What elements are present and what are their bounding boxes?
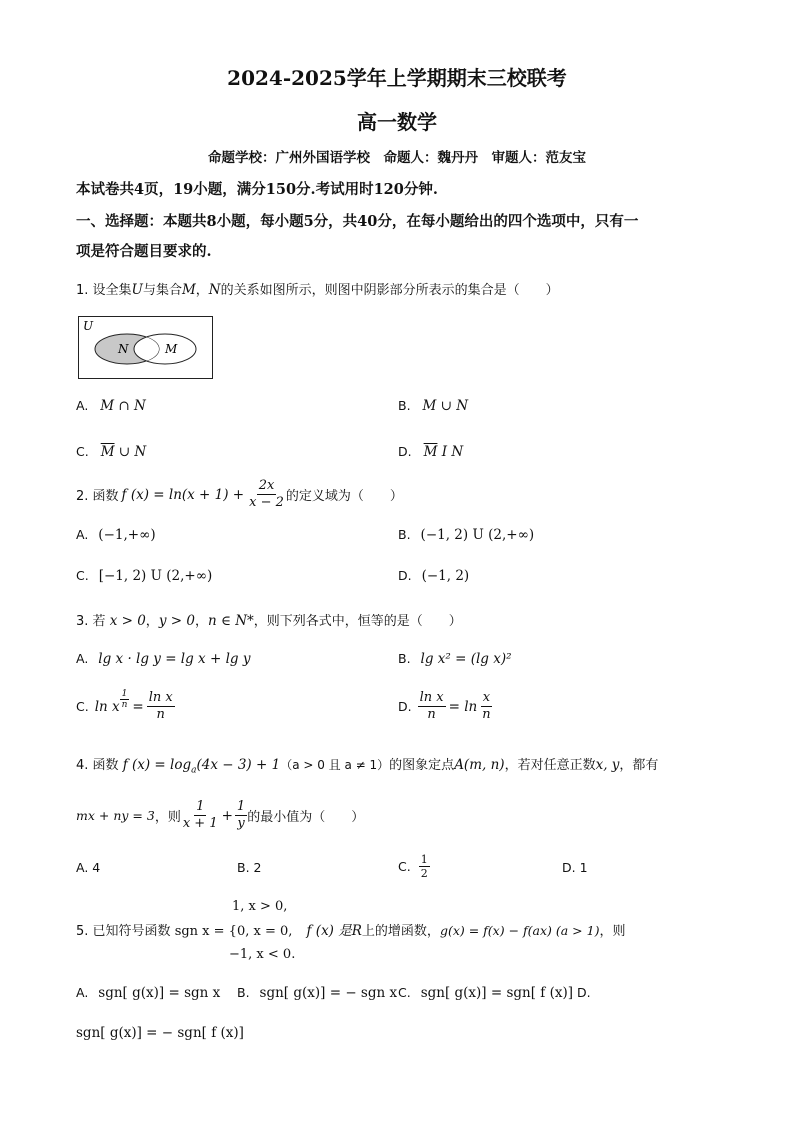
q4-fraction-2 — [235, 799, 247, 832]
frac-num: x — [482, 690, 491, 705]
exam-title: 2024-2025学年上学期期末三校联考 — [227, 66, 567, 90]
q5-option-B[interactable] — [237, 985, 397, 1001]
q4-option-B[interactable]: B. 2 — [237, 860, 262, 875]
option-label: A. — [76, 985, 89, 1000]
section-heading-line2: 项是符合题目要求的. — [76, 243, 212, 260]
option-expr: (−1,+∞) — [98, 527, 156, 543]
q1-option-D[interactable] — [398, 444, 463, 460]
frac-den: n — [427, 707, 436, 722]
q3-fraction — [147, 690, 175, 723]
q1-stem-part: ， — [195, 283, 209, 298]
option-expr: = ln — [448, 698, 478, 715]
option-expr: ln x — [94, 698, 120, 715]
option-label: A. — [76, 651, 89, 666]
q5-sgn-case-1: 1, x > 0, — [232, 899, 288, 914]
frac-den: n — [156, 707, 165, 722]
q5-option-C[interactable] — [398, 985, 591, 1001]
q5-option-A[interactable] — [76, 985, 220, 1001]
q4-stem-part: 的最小值为（ ） — [247, 810, 365, 825]
q4-option-C[interactable] — [398, 853, 430, 880]
frac-den: n — [121, 700, 128, 710]
venn-label-M: M — [165, 342, 178, 356]
q2-option-C[interactable] — [76, 568, 212, 584]
q3-option-B[interactable] — [398, 651, 512, 667]
q5-option-D[interactable] — [76, 1025, 244, 1041]
q3-stem-part: ，则下列各式中，恒等的是（ ） — [253, 614, 462, 629]
exam-note: 本试卷共4页，19小题，满分150分.考试用时120分钟. — [76, 181, 438, 198]
question-5-stem — [76, 919, 625, 940]
option-label: C. — [398, 859, 411, 874]
option-expr: = — [132, 698, 144, 715]
q4-log-base: a — [191, 765, 197, 776]
q3-condition: x > 0 — [109, 613, 146, 629]
q3-condition: n ∈ N* — [207, 613, 254, 629]
option-expr: sgn[ g(x)] = sgn[ f (x)] — [420, 985, 573, 1001]
q5-stem-part: ，则 — [599, 924, 626, 939]
q2-stem-part: 的定义域为（ ） — [285, 489, 403, 504]
frac-num: 1 — [196, 799, 205, 814]
q3-stem-part: 3. 若 — [76, 614, 106, 629]
q2-stem-part: 2. 函数 — [76, 489, 119, 504]
q4-expr: f (x) = log — [122, 757, 192, 773]
section-heading-line1: 一、选择题：本题共8小题，每小题5分，共40分，在每小题给出的四个选项中，只有一 — [76, 213, 639, 230]
q5-var-R: R — [351, 923, 362, 939]
frac-num: ln x — [148, 690, 173, 705]
q4-stem-part: ，则 — [154, 810, 181, 825]
frac-num: 1 — [121, 689, 128, 699]
q2-option-A[interactable] — [76, 527, 156, 543]
q3-option-C[interactable] — [76, 690, 175, 723]
option-expr: lg x · lg y = lg x + lg y — [98, 651, 251, 667]
q3-option-D[interactable] — [398, 690, 493, 723]
q4-expr: + — [221, 807, 233, 824]
option-label: A. — [76, 527, 89, 542]
q3-fraction — [418, 690, 446, 723]
q3-stem-part: ， — [194, 614, 208, 629]
q2-expr: f (x) = ln(x + 1) + — [121, 486, 245, 503]
venn-label-N: N — [118, 342, 129, 356]
option-label: B. — [237, 985, 250, 1000]
q2-option-B[interactable] — [398, 527, 534, 543]
q5-sgn-case-3: −1, x < 0. — [229, 947, 296, 962]
option-expr: I N — [437, 444, 464, 460]
option-label: C. — [76, 444, 89, 459]
option-label: D. — [398, 568, 412, 583]
venn-diagram — [78, 316, 214, 380]
option-label: C. — [76, 568, 89, 583]
q5-stem-part: 上的增函数， — [361, 924, 440, 939]
option-label: A. — [76, 398, 89, 413]
q4-expr: mx + ny = 3 — [76, 808, 155, 823]
q4-point: A(m, n) — [454, 757, 505, 773]
option-expr: lg x² = (lg x)² — [420, 651, 512, 667]
q2-fraction — [247, 478, 286, 511]
question-1-stem — [76, 279, 559, 298]
frac-num: 2x — [258, 478, 275, 493]
q4-fraction-1 — [181, 799, 220, 832]
q1-option-A[interactable] — [76, 398, 146, 414]
option-expr: [−1, 2) U (2,+∞) — [98, 568, 213, 584]
author-info: 命题学校：广州外国语学校 命题人：魏丹丹 审题人：范友宝 — [208, 150, 586, 166]
q1-var-M: M — [181, 282, 196, 298]
q2-option-D[interactable] — [398, 568, 469, 584]
subject-title: 高一数学 — [357, 110, 437, 134]
option-label: D. — [398, 699, 412, 714]
q1-option-C[interactable] — [76, 444, 146, 460]
q4-vars: x, y — [595, 757, 620, 773]
option-complement: $\overline{M}$ — [100, 444, 115, 460]
q4-option-D[interactable]: D. 1 — [562, 860, 588, 875]
option-label: C. — [76, 699, 89, 714]
q4-stem-part: 4. 函数 — [76, 758, 119, 773]
frac-den: y — [237, 816, 245, 831]
q1-stem-part: 的关系如图所示，则图中阴影部分所表示的集合是（ ） — [220, 283, 559, 298]
q3-fraction — [480, 690, 492, 723]
option-label: B. — [398, 527, 411, 542]
option-complement: $\overline{M}$ — [423, 444, 438, 460]
option-label: D. — [576, 985, 591, 1000]
frac-num: 1 — [420, 853, 428, 866]
question-3-stem — [76, 610, 462, 629]
frac-num: 1 — [236, 799, 246, 814]
q1-var-N: N — [208, 282, 221, 298]
q5-sgn-definition: sgn x = {0, x = 0, — [174, 924, 293, 939]
venn-label-U: U — [83, 319, 94, 333]
option-expr: (−1, 2) U (2,+∞) — [420, 527, 535, 543]
option-expr: M ∪ N — [422, 398, 469, 414]
question-4-stem-line2 — [76, 799, 364, 832]
q4-expr: (4x − 3) + 1 — [196, 757, 281, 773]
q1-stem-part: 1. 设全集 — [76, 283, 132, 298]
question-4-stem — [76, 754, 658, 776]
q4-stem-part: 的图象定点 — [389, 758, 455, 773]
q3-option-A[interactable] — [76, 651, 250, 667]
q1-option-B[interactable] — [398, 398, 468, 414]
frac-den: x + 1 — [182, 816, 218, 831]
q4-option-C-fraction — [419, 853, 430, 880]
q4-condition: （a > 0 且 a ≠ 1） — [280, 758, 390, 772]
frac-den: n — [482, 707, 491, 722]
option-label: B. — [398, 398, 411, 413]
option-expr: M ∩ N — [100, 398, 146, 414]
q3-stem-part: ， — [145, 614, 159, 629]
q1-stem-part: 与集合 — [142, 283, 182, 298]
frac-den: 2 — [420, 867, 428, 880]
q5-stem-part: f (x) 是 — [306, 923, 352, 939]
question-2-stem — [76, 478, 403, 511]
option-label: D. — [398, 444, 412, 459]
option-expr: (−1, 2) — [421, 568, 470, 584]
q3-exponent — [120, 689, 130, 710]
q4-stem-part: ，若对任意正数 — [504, 758, 596, 773]
frac-den: x − 2 — [249, 495, 284, 510]
q3-condition: y > 0 — [158, 613, 195, 629]
q1-var-U: U — [131, 282, 143, 298]
option-expr: sgn[ g(x)] = − sgn[ f (x)] — [76, 1025, 244, 1041]
option-label: C. — [398, 985, 411, 1000]
q5-g-definition: g(x) = f(x) − f(ax) (a > 1) — [439, 923, 600, 938]
q4-option-A[interactable]: A. 4 — [76, 860, 101, 875]
option-expr: sgn[ g(x)] = sgn x — [98, 985, 221, 1001]
q5-stem-part: 5. 已知符号函数 — [76, 924, 171, 939]
q4-stem-part: ，都有 — [619, 758, 659, 773]
option-label: B. — [398, 651, 411, 666]
frac-num: ln x — [419, 690, 444, 705]
option-expr: ∪ N — [114, 444, 147, 460]
option-expr: sgn[ g(x)] = − sgn x — [259, 985, 398, 1001]
